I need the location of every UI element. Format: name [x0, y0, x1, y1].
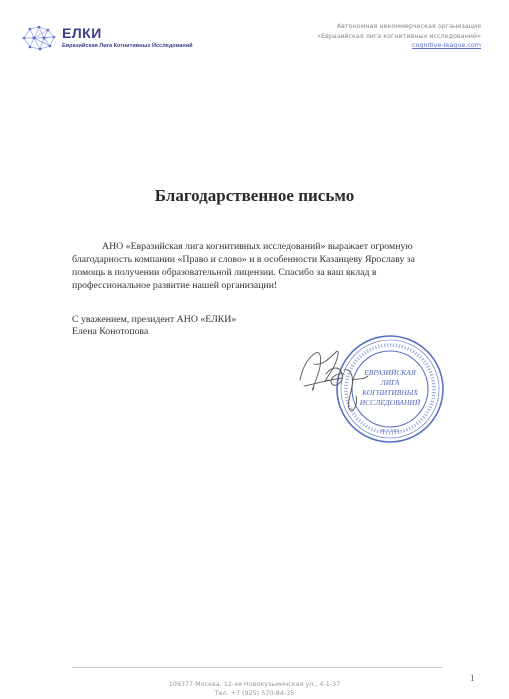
logo	[20, 24, 220, 54]
org-website-link[interactable]: cognitive-league.com	[412, 41, 481, 50]
footer-contacts	[0, 680, 509, 699]
closing-regards: С уважением, президент АНО «ЕЛКИ»	[72, 314, 237, 325]
signatory-name: Елена Конотопова	[72, 326, 149, 337]
logo-subtitle: Евразийская Лига Когнитивных Исследований	[62, 43, 193, 49]
letter-body	[72, 240, 442, 292]
org-type: Автономная некоммерческая организация	[336, 22, 481, 30]
org-name: «Евразийская лига когнитивных исследований»	[317, 31, 481, 40]
letter-closing	[72, 314, 236, 338]
seal-line-4: ИССЛЕДОВАНИЙ	[359, 398, 421, 407]
handwritten-signature	[292, 340, 376, 418]
letter-title: Благодарственное письмо	[154, 186, 355, 205]
organization-info	[317, 22, 481, 51]
seal-line-3: КОГНИТИВНЫХ	[362, 388, 418, 397]
page-number: 1	[470, 673, 475, 683]
footer-address: 109377 Москва, 12-ая Новокузьминская ул., 4-1-37	[168, 680, 341, 688]
seal-line-1: ЕВРАЗИЙСКАЯ	[364, 368, 416, 377]
letter-paragraph: АНО «Евразийская лига когнитивных исследований» выражает огромную благодарность компании «Право и слово» и в особенности Казанцеву Ярославу за помощь в получении образовательной лицензии. Спасибо за ваш вклад в профессиональное развитие нашей организации!	[72, 241, 416, 291]
brain-network-logo-icon	[20, 24, 58, 52]
seal-line-2: ЛИГА	[380, 378, 400, 387]
seal-city: МОСКВА	[380, 428, 400, 433]
logo-title: ЕЛКИ	[62, 25, 102, 41]
footer-phone: Тел. +7 (925) 570-84-35	[214, 689, 295, 698]
footer-divider	[72, 667, 442, 668]
